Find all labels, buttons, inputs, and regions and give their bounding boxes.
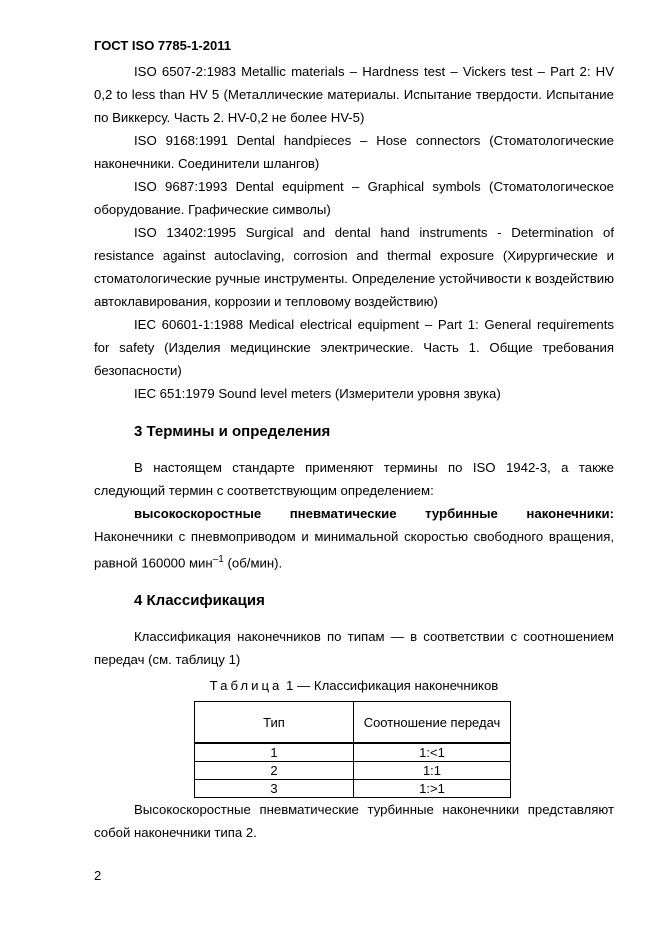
- table-header-row: [195, 702, 511, 744]
- term-word: пневматические: [289, 506, 397, 521]
- cell-gear-ratio: 1:<1: [354, 743, 511, 762]
- cell-gear-ratio: 1:1: [354, 762, 511, 780]
- table-row: [195, 743, 511, 762]
- page-header: ГОСТ ISO 7785-1-2011: [94, 38, 231, 53]
- reference-iso-6507-2: ISO 6507-2:1983 Metallic materials – Hardness test – Vickers test – Part 2: HV 0,2 to less than HV 5 (Металлические материалы. Испытание твердости. Испытание по Виккерсу. Часть 2. HV-0,2 не более HV-5): [94, 64, 614, 125]
- term-word: высокоскоростные: [134, 506, 262, 521]
- cell-type: 2: [195, 762, 354, 780]
- section-3-title: 3 Термины и определения: [134, 423, 331, 440]
- term-heading: [94, 502, 614, 525]
- reference-iec-60601-1: IEC 60601-1:1988 Medical electrical equipment – Part 1: General requirements for safety (Изделия медицинские электрические. Часть 1. Общие требования безопасности): [94, 317, 614, 378]
- table-caption-label: Таблица: [209, 678, 283, 694]
- column-header-gear-ratio: Соотношение передач: [354, 702, 511, 744]
- term-word: турбинные: [425, 506, 498, 521]
- definition-text: Наконечники с пневмоприводом и минимальной скоростью свободного вращения, равной 160000 мин: [94, 529, 614, 571]
- table-row: [195, 780, 511, 798]
- term-word: наконечники:: [526, 506, 614, 521]
- table-row: [195, 762, 511, 780]
- column-header-type: Тип: [195, 702, 354, 744]
- section-4-title: 4 Классификация: [134, 592, 265, 610]
- table-caption: [94, 673, 614, 699]
- section-3-intro: В настоящем стандарте применяют термины по ISO 1942-3, а также следующий термин с соответствующим определением:: [94, 460, 614, 498]
- cell-type: 1: [195, 743, 354, 762]
- definition-unit: (об/мин).: [223, 555, 283, 571]
- document-body: [94, 60, 614, 844]
- cell-type: 3: [195, 780, 354, 798]
- definition-exponent: –1: [212, 554, 224, 565]
- reference-iec-651: IEC 651:1979 Sound level meters (Измерители уровня звука): [134, 386, 501, 401]
- cell-gear-ratio: 1:>1: [354, 780, 511, 798]
- reference-iso-9687: ISO 9687:1993 Dental equipment – Graphical symbols (Стоматологическое оборудование. Графические символы): [94, 179, 614, 217]
- table-caption-text: 1 — Классификация наконечников: [282, 678, 499, 694]
- term-definition: [94, 525, 614, 574]
- classification-table: [194, 701, 511, 798]
- page-number: 2: [94, 868, 102, 883]
- section-4-intro: Классификация наконечников по типам — в соответствии с соотношением передач (см. таблицу 1): [94, 629, 614, 668]
- reference-iso-9168: ISO 9168:1991 Dental handpieces – Hose connectors (Стоматологические наконечники. Соединители шлангов): [94, 133, 614, 171]
- closing-paragraph: Высокоскоростные пневматические турбинные наконечники представляют собой наконечники типа 2.: [94, 802, 614, 841]
- reference-iso-13402: ISO 13402:1995 Surgical and dental hand instruments - Determination of resistance against autoclaving, corrosion and thermal exposure (Хирургические и стоматологические ручные инструменты. Определение устойчивости к воздействию автоклавирования, коррозии и тепловому воздействию): [94, 225, 614, 309]
